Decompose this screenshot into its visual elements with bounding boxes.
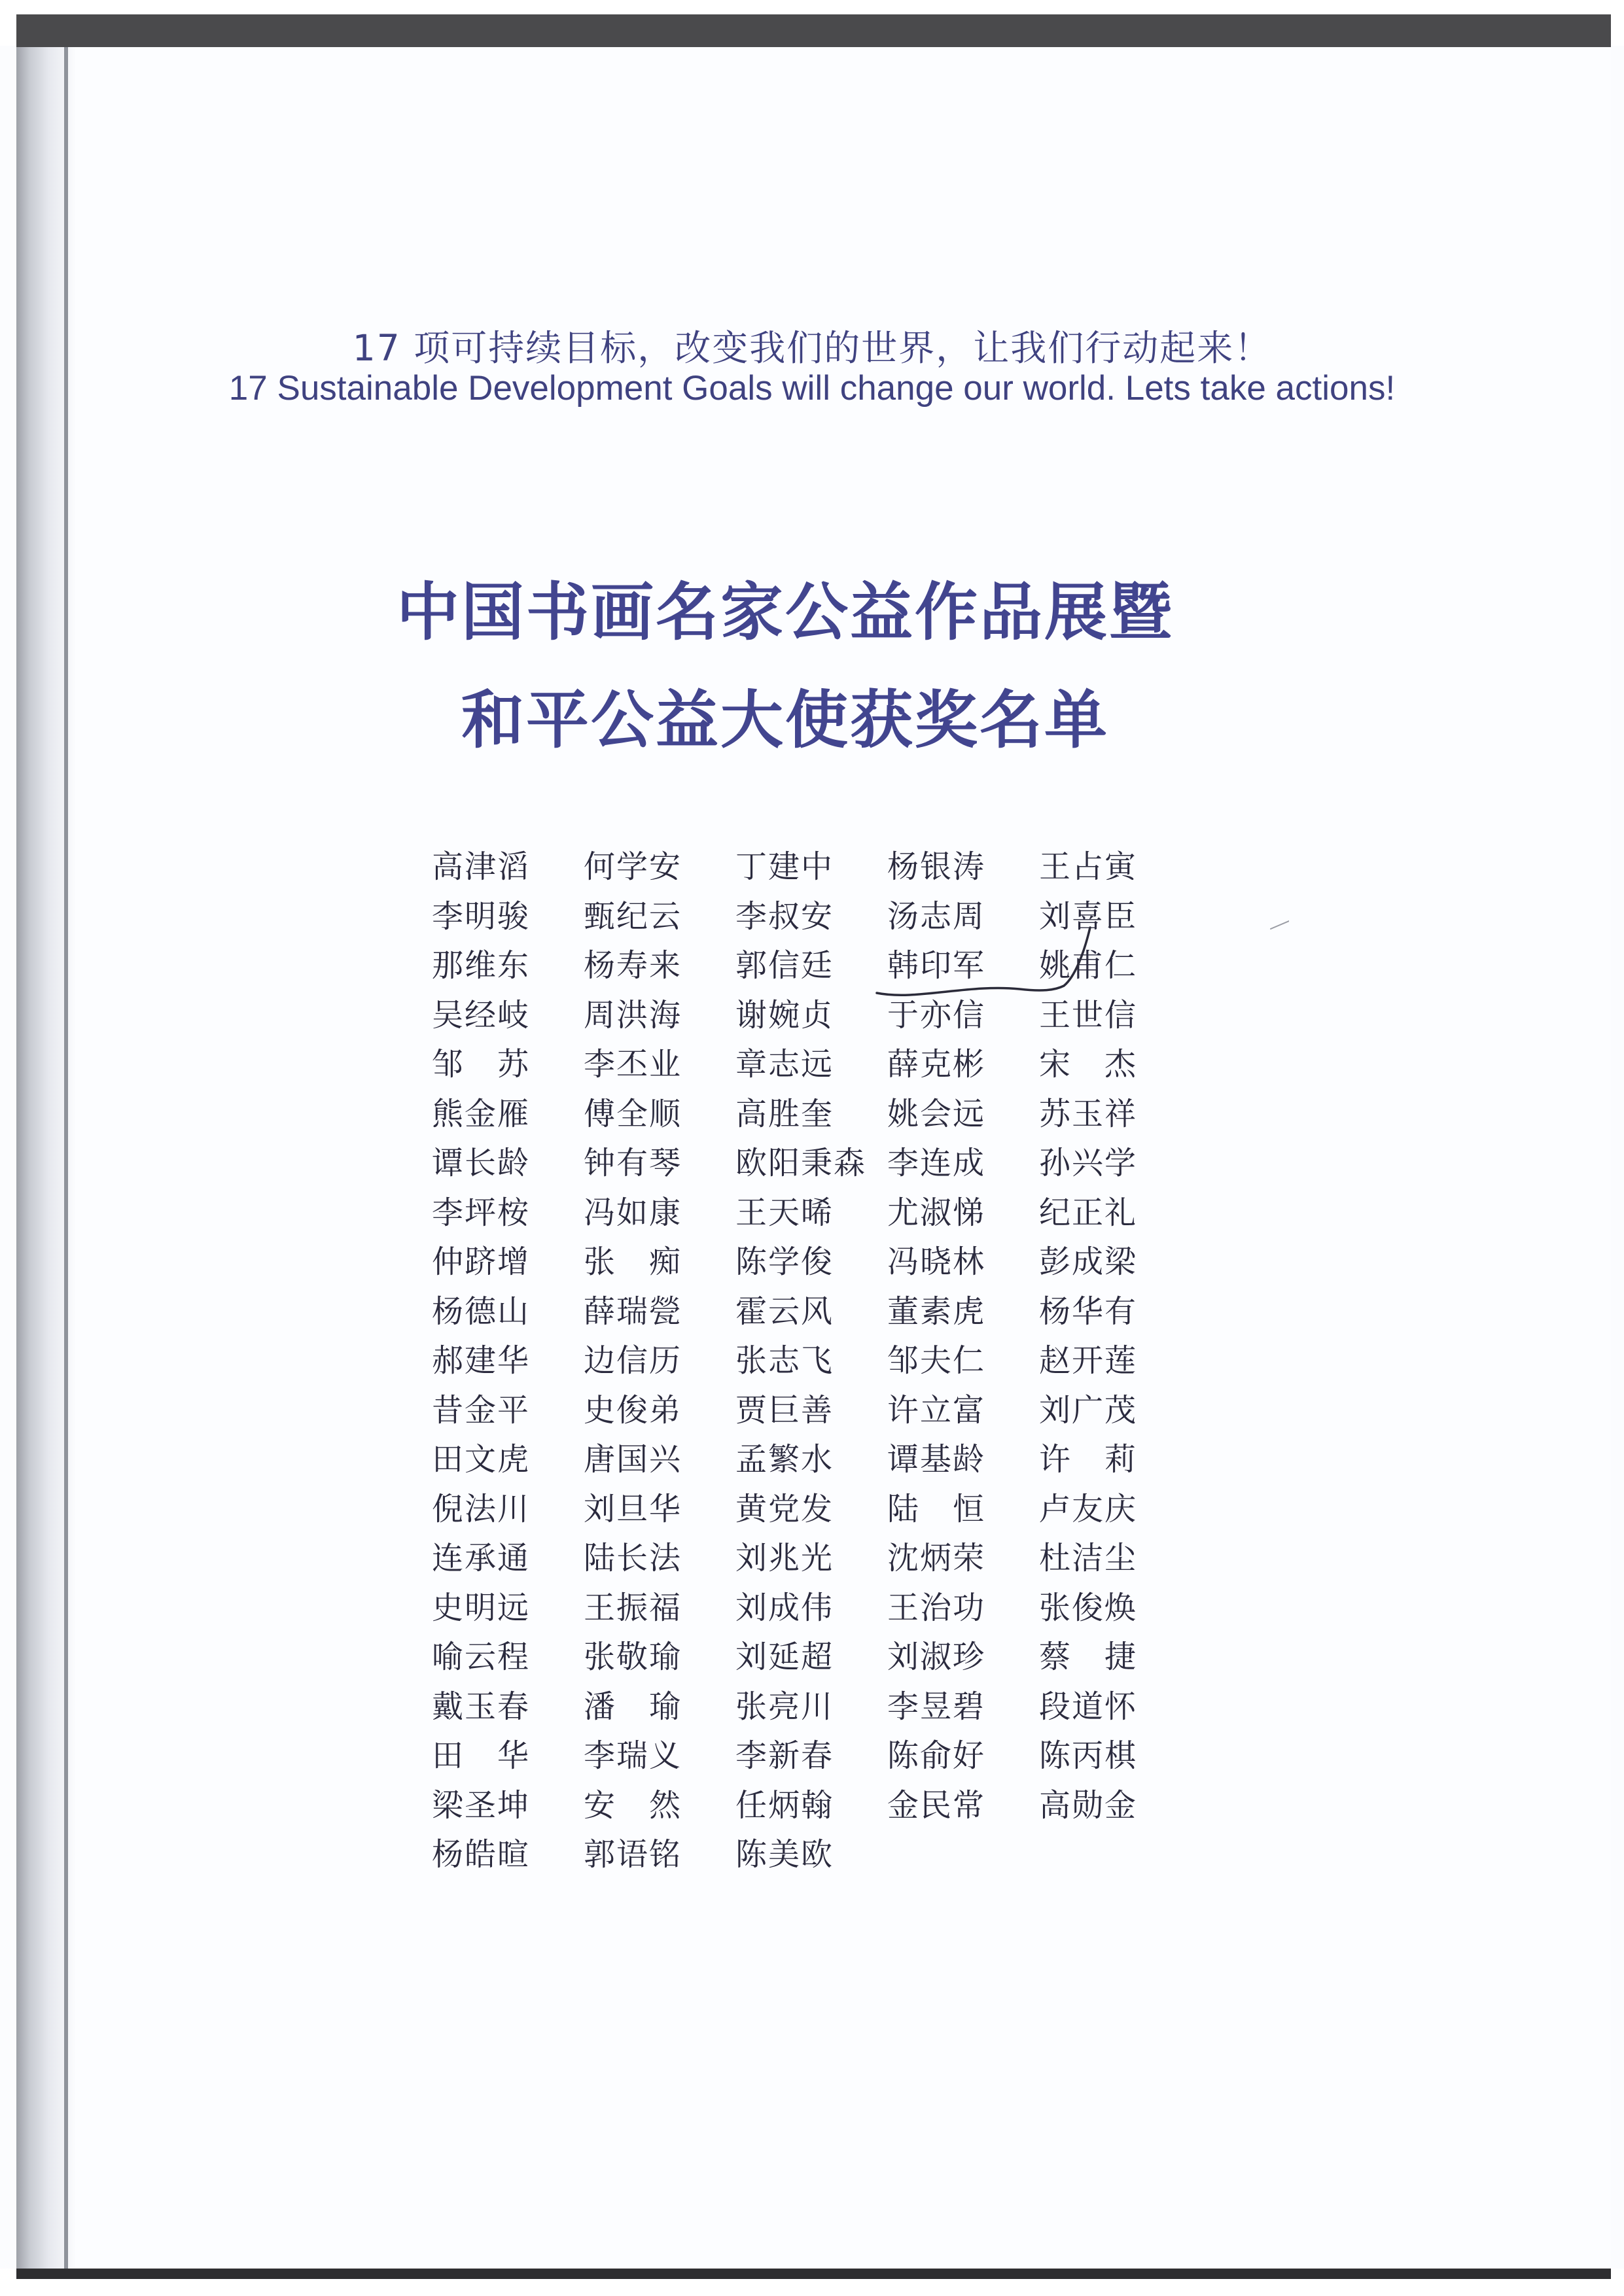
awardee-name: 孙兴学 <box>1039 1145 1138 1182</box>
awardee-name: 尤淑悌 <box>887 1194 986 1231</box>
awardee-name: 谭长龄 <box>432 1145 531 1182</box>
awardee-name: 韩印军 <box>887 947 986 984</box>
awardee-name: 姚会远 <box>887 1095 986 1132</box>
awardee-name: 薛克彬 <box>887 1046 986 1083</box>
awardee-name: 陈美欧 <box>735 1836 834 1873</box>
awardee-name: 张 痴 <box>584 1244 682 1281</box>
awardee-name: 甄纪云 <box>584 897 682 935</box>
awardee-name: 张亮川 <box>735 1688 834 1725</box>
awardee-name: 高勋金 <box>1039 1786 1138 1824</box>
awardee-name: 霍云风 <box>735 1293 834 1330</box>
awardee-name: 沈炳荣 <box>887 1540 986 1577</box>
handwritten-pen-mark <box>870 916 1289 1014</box>
awardee-name: 王世信 <box>1039 996 1138 1034</box>
awardee-name: 于亦信 <box>887 996 986 1034</box>
awardee-name: 李丕业 <box>584 1046 682 1083</box>
awardee-name: 许立富 <box>887 1391 986 1429</box>
awardee-name: 陆 恒 <box>887 1490 986 1527</box>
name-row <box>432 1482 1237 1531</box>
awardee-name: 卢友庆 <box>1039 1490 1138 1527</box>
awardee-name: 陆长法 <box>584 1540 682 1577</box>
awardee-name: 蔡 捷 <box>1039 1639 1138 1676</box>
awardee-name: 李连成 <box>887 1145 986 1182</box>
awardee-name: 王占寅 <box>1039 848 1138 886</box>
awardee-name: 郭语铭 <box>584 1836 682 1873</box>
name-row <box>432 1432 1237 1482</box>
awardee-name: 张俊焕 <box>1039 1589 1138 1626</box>
awardee-name: 刘淑珍 <box>887 1639 986 1676</box>
name-row <box>432 1284 1237 1334</box>
name-row <box>432 1383 1237 1433</box>
awardee-name: 边信历 <box>584 1342 682 1380</box>
awardee-name: 周洪海 <box>584 996 682 1034</box>
awardee-name: 倪法川 <box>432 1490 531 1527</box>
slogan-chinese: 17 项可持续目标，改变我们的世界，让我们行动起来！ <box>352 327 1272 369</box>
awardee-name: 杨皓暄 <box>432 1836 531 1873</box>
awardee-name: 梁圣坤 <box>432 1786 531 1824</box>
awardee-name: 李昱碧 <box>887 1688 986 1725</box>
name-row <box>432 839 1237 889</box>
awardee-name: 欧阳秉森 <box>735 1145 867 1182</box>
awardee-name: 邹夫仁 <box>887 1342 986 1380</box>
name-row <box>432 1580 1237 1630</box>
awardee-name: 王治功 <box>887 1589 986 1626</box>
awardee-name: 陈学俊 <box>735 1244 834 1281</box>
awardee-name: 杨华有 <box>1039 1293 1138 1330</box>
awardee-name: 安 然 <box>584 1786 682 1824</box>
awardee-name: 郭信廷 <box>735 947 834 984</box>
awardee-name: 刘广茂 <box>1039 1391 1138 1429</box>
awardee-name: 邹 苏 <box>432 1046 531 1083</box>
page-title-line-2: 和平公益大使获奖名单 <box>461 684 1109 757</box>
name-row <box>432 1037 1237 1087</box>
awardee-name: 潘 瑜 <box>584 1688 682 1725</box>
awardee-name: 张敬瑜 <box>584 1639 682 1676</box>
awardee-name: 彭成梁 <box>1039 1244 1138 1281</box>
awardee-name: 郝建华 <box>432 1342 531 1380</box>
awardee-name: 段道怀 <box>1039 1688 1138 1725</box>
awardee-name: 何学安 <box>584 848 682 886</box>
name-row <box>432 1679 1237 1729</box>
awardee-name: 张志飞 <box>735 1342 834 1380</box>
awardee-name: 汤志周 <box>887 897 986 935</box>
name-row <box>432 1728 1237 1778</box>
awardee-name: 吴经岐 <box>432 996 531 1034</box>
awardee-name: 高胜奎 <box>735 1095 834 1132</box>
awardee-name: 杨银涛 <box>887 848 986 886</box>
scan-top-edge <box>16 14 1611 47</box>
awardee-name: 刘成伟 <box>735 1589 834 1626</box>
awardee-name: 谢婉贞 <box>735 996 834 1034</box>
awardee-name: 陈俞好 <box>887 1737 986 1775</box>
awardee-name: 那维东 <box>432 947 531 984</box>
awardee-name: 仲跻增 <box>432 1244 531 1281</box>
awardee-name: 傅全顺 <box>584 1095 682 1132</box>
name-row <box>432 1087 1237 1136</box>
awardee-name: 刘延超 <box>735 1639 834 1676</box>
awardee-name: 冯晓林 <box>887 1244 986 1281</box>
awardee-name: 刘喜臣 <box>1039 897 1138 935</box>
awardee-name: 贾巨善 <box>735 1391 834 1429</box>
awardee-name: 李瑞义 <box>584 1737 682 1775</box>
awardee-name: 赵开莲 <box>1039 1342 1138 1380</box>
awardee-name: 王振福 <box>584 1589 682 1626</box>
awardee-name: 喻云程 <box>432 1639 531 1676</box>
scan-bottom-edge <box>16 2269 1611 2279</box>
awardee-name: 许 莉 <box>1039 1441 1138 1478</box>
awardee-name: 杨寿来 <box>584 947 682 984</box>
awardee-name: 田 华 <box>432 1737 531 1775</box>
awardee-name: 苏玉祥 <box>1039 1095 1138 1132</box>
awardee-name: 高津滔 <box>432 848 531 886</box>
awardee-name: 章志远 <box>735 1046 834 1083</box>
name-row <box>432 1185 1237 1235</box>
awardee-name: 宋 杰 <box>1039 1046 1138 1083</box>
awardee-name: 熊金雁 <box>432 1095 531 1132</box>
awardee-name: 谭基龄 <box>887 1441 986 1478</box>
awardee-name: 丁建中 <box>735 848 834 886</box>
awardee-name: 董素虎 <box>887 1293 986 1330</box>
awardee-name: 孟繁水 <box>735 1441 834 1478</box>
awardee-name: 王天晞 <box>735 1194 834 1231</box>
awardee-name: 杜洁尘 <box>1039 1540 1138 1577</box>
awardee-name: 田文虎 <box>432 1441 531 1478</box>
awardee-name: 连承通 <box>432 1540 531 1577</box>
awardee-name: 史明远 <box>432 1589 531 1626</box>
awardee-name: 杨德山 <box>432 1293 531 1330</box>
awardee-name: 李明骏 <box>432 897 531 935</box>
awardee-name: 刘旦华 <box>584 1490 682 1527</box>
awardee-name: 陈丙棋 <box>1039 1737 1138 1775</box>
awardee-name: 纪正礼 <box>1039 1194 1138 1231</box>
awardee-name: 唐国兴 <box>584 1441 682 1478</box>
awardee-name: 薛瑞甇 <box>584 1293 682 1330</box>
page-title-line-1: 中国书画名家公益作品展暨 <box>397 576 1174 649</box>
awardee-name: 黄党发 <box>735 1490 834 1527</box>
slogan-english: 17 Sustainable Development Goals will change our world. Lets take actions! <box>228 369 1396 408</box>
name-row <box>432 1629 1237 1679</box>
awardee-name: 金民常 <box>887 1786 986 1824</box>
awardee-name: 姚甫仁 <box>1039 947 1138 984</box>
awardee-name: 李坪桉 <box>432 1194 531 1231</box>
awardee-name: 刘兆光 <box>735 1540 834 1577</box>
awardee-name: 李新春 <box>735 1737 834 1775</box>
name-row <box>432 1778 1237 1828</box>
name-row <box>432 1234 1237 1284</box>
awardee-name: 冯如康 <box>584 1194 682 1231</box>
name-row <box>432 1531 1237 1580</box>
name-row <box>432 1136 1237 1185</box>
awardee-name: 任炳翰 <box>735 1786 834 1824</box>
awardee-name: 李叔安 <box>735 897 834 935</box>
awardee-name: 钟有琴 <box>584 1145 682 1182</box>
awardee-name: 史俊弟 <box>584 1391 682 1429</box>
name-row <box>432 1827 1237 1877</box>
name-row <box>432 1333 1237 1383</box>
awardee-name: 昔金平 <box>432 1391 531 1429</box>
awardee-name: 戴玉春 <box>432 1688 531 1725</box>
